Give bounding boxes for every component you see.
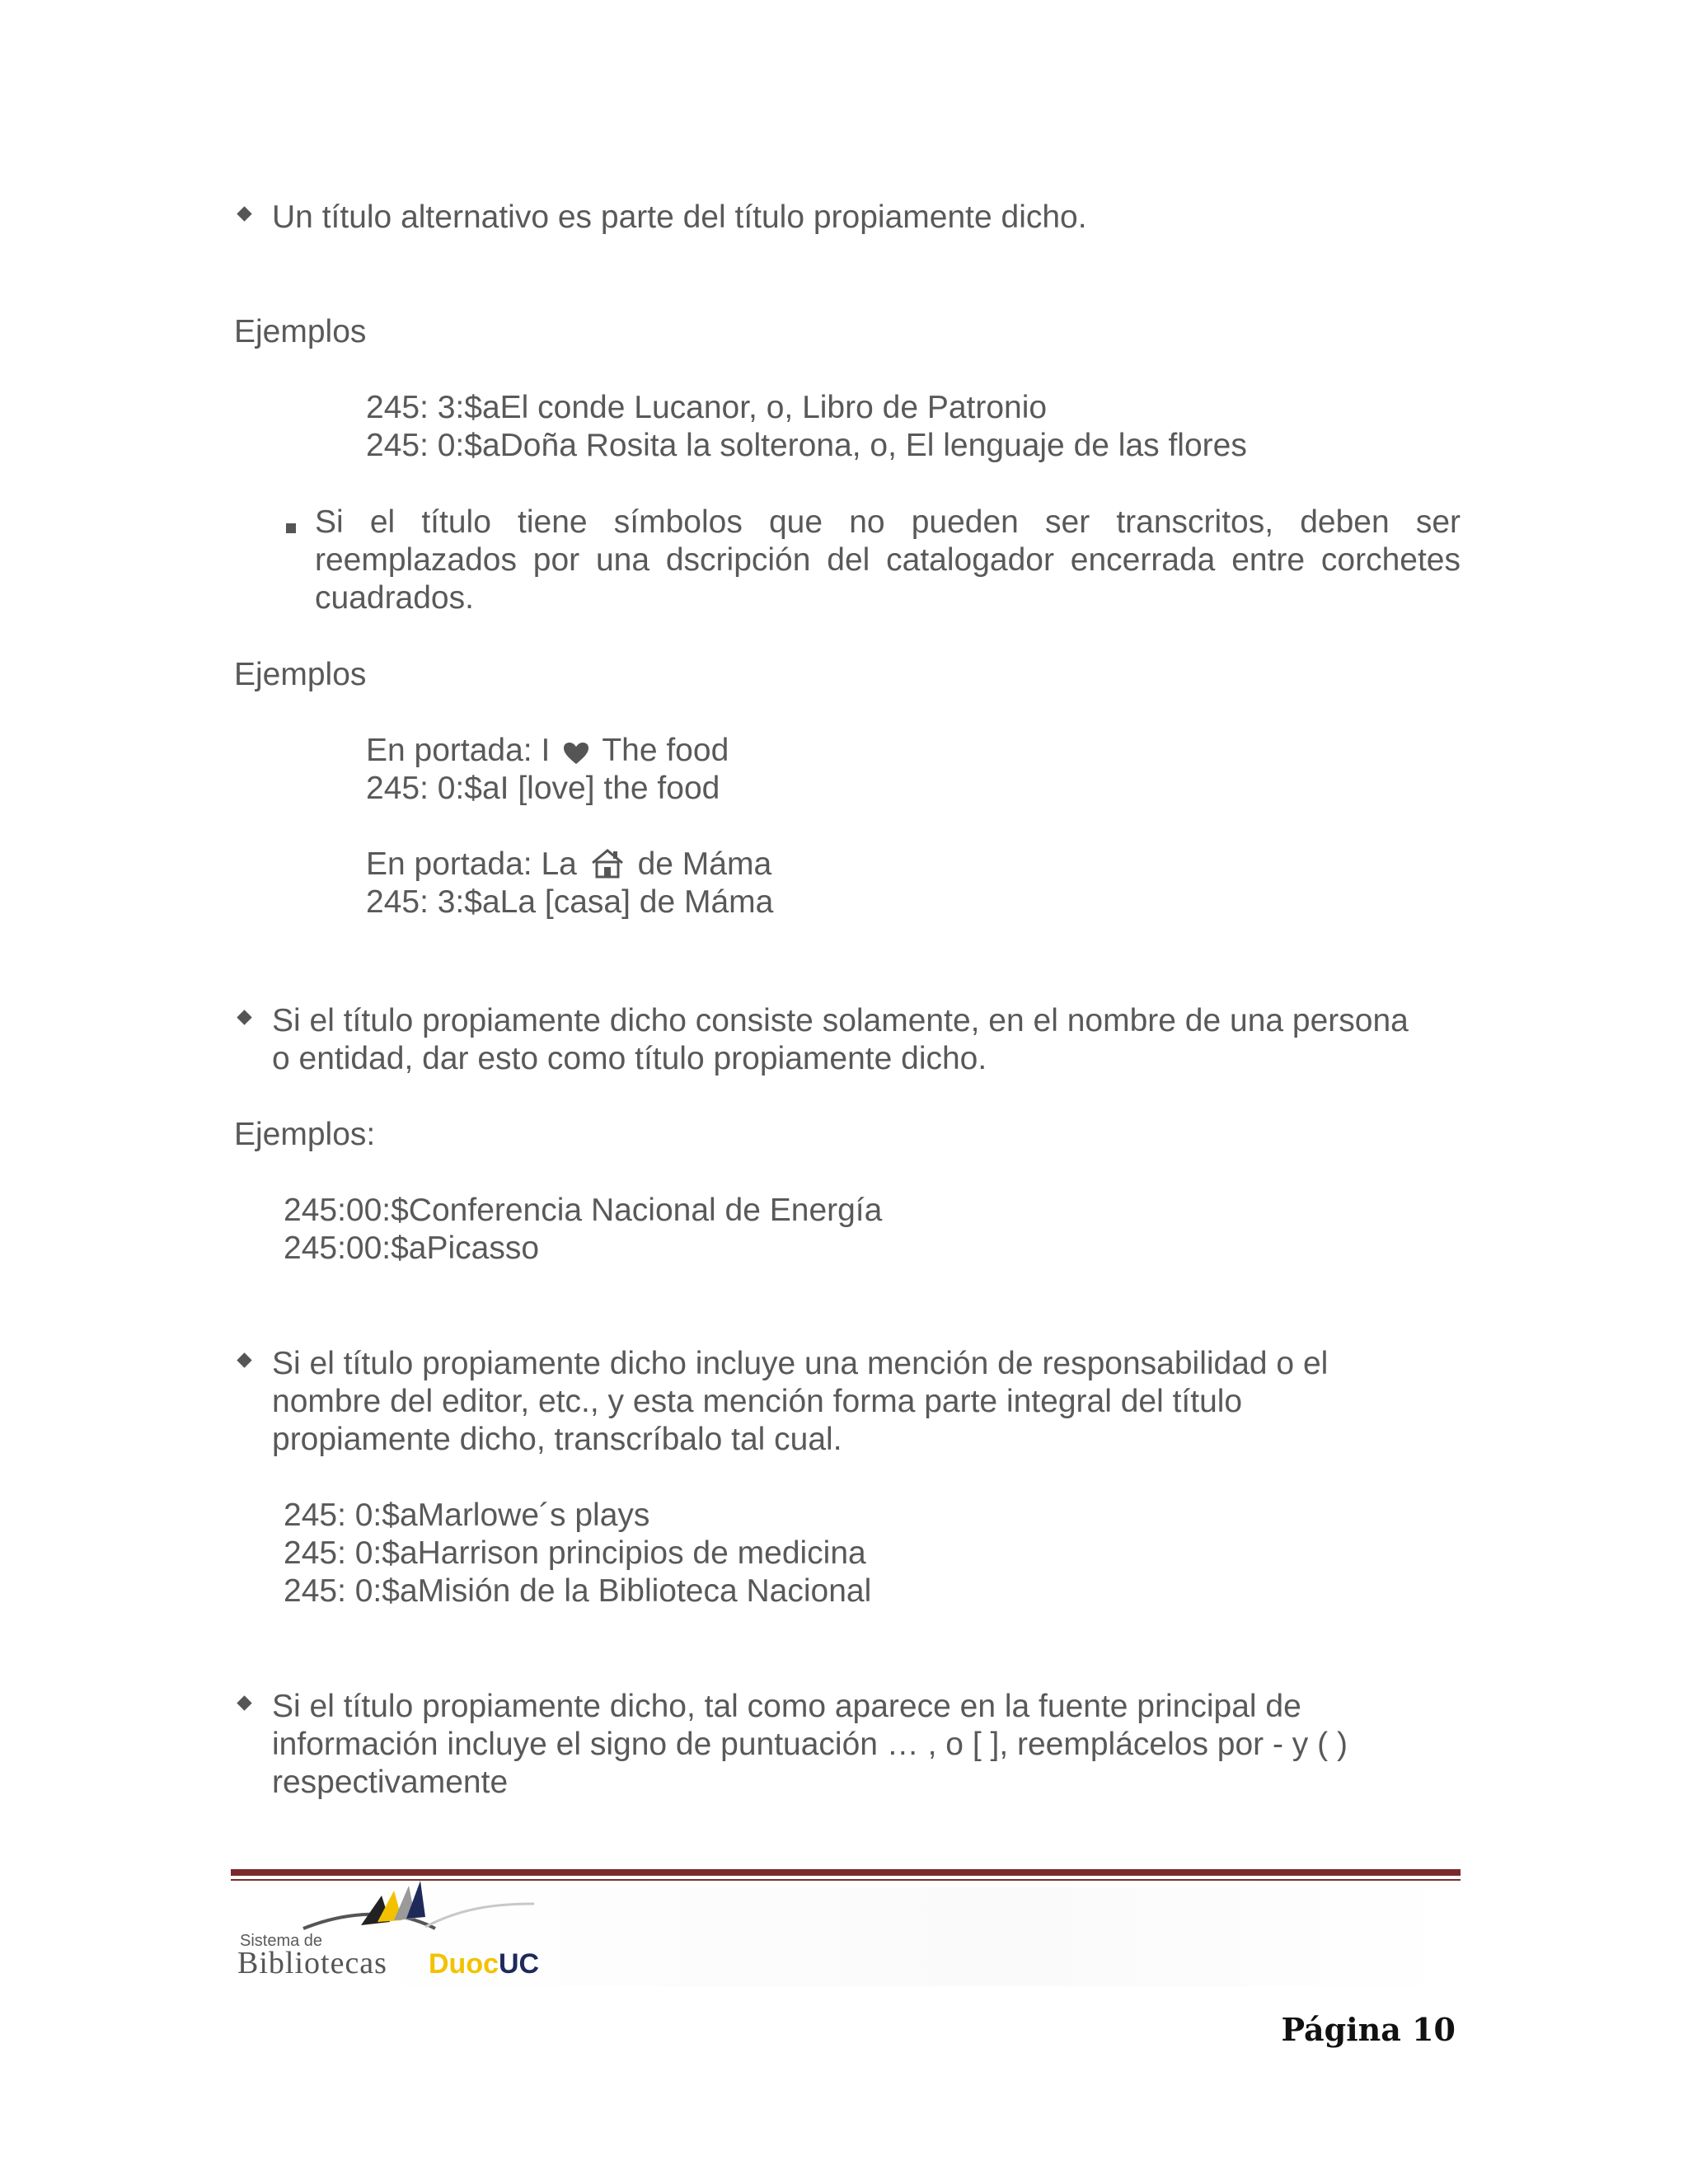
- example-2-line-1-post: The food: [602, 733, 729, 768]
- bullet-text-2-line-1: Si el título tiene símbolos que no pueden ser transcritos, deben ser: [315, 504, 1461, 540]
- house-icon: [589, 846, 626, 888]
- example-4-line-1: 245: 0:$aMarlowe´s plays: [284, 1497, 650, 1533]
- bullet-text-3-line-1: Si el título propiamente dicho consiste solamente, en el nombre de una persona: [272, 1003, 1409, 1038]
- example-1-line-1: 245: 3:$aEl conde Lucanor, o, Libro de Patronio: [366, 390, 1048, 425]
- diamond-bullet-icon: [237, 1010, 251, 1024]
- logo-uc-part: UC: [499, 1948, 540, 1980]
- bullet-text-2-line-2: reemplazados por una dscripción del catalogador encerrada entre corchetes: [315, 542, 1461, 578]
- diamond-bullet-icon: [237, 1352, 251, 1367]
- biblioteca-duocuc-logo: [237, 1879, 584, 1986]
- logo-text-duoc: [429, 1948, 539, 1980]
- example-3-line-1: 245:00:$Conferencia Nacional de Energía: [284, 1193, 883, 1228]
- example-2-line-1: [366, 732, 729, 775]
- logo-text-small: Sistema de: [240, 1932, 323, 1950]
- example-1-line-2: 245: 0:$aDoña Rosita la solterona, o, El lenguaje de las flores: [366, 428, 1247, 463]
- page-number: Página 10: [1281, 2011, 1456, 2048]
- logo-text-big: Bibliotecas: [237, 1946, 387, 1980]
- example-2-line-3-post: de Máma: [637, 846, 772, 882]
- example-4-line-2: 245: 0:$aHarrison principios de medicina: [284, 1535, 866, 1571]
- bullet-text-5-line-1: Si el título propiamente dicho, tal como aparece en la fuente principal de: [272, 1689, 1301, 1724]
- example-3-line-2: 245:00:$aPicasso: [284, 1230, 540, 1266]
- example-2-line-2: 245: 0:$aI [love] the food: [366, 771, 720, 806]
- bullet-text-5-line-3: respectivamente: [272, 1765, 509, 1800]
- footer-rule-thick: [231, 1869, 1461, 1876]
- examples-label-3: Ejemplos:: [234, 1117, 376, 1152]
- example-2-line-3-pre: En portada: La: [366, 846, 577, 882]
- bullet-text-4-line-2: nombre del editor, etc., y esta mención forma parte integral del título: [272, 1384, 1243, 1419]
- examples-label-2: Ejemplos: [234, 657, 367, 692]
- bullet-text-4-line-3: propiamente dicho, transcríbalo tal cual.: [272, 1422, 842, 1457]
- diamond-bullet-icon: [237, 206, 251, 221]
- example-2-line-1-pre: En portada: I: [366, 733, 551, 768]
- examples-label-1: Ejemplos: [234, 314, 367, 349]
- example-4-line-3: 245: 0:$aMisión de la Biblioteca Nacional: [284, 1573, 872, 1609]
- example-2-line-3: [366, 846, 771, 888]
- example-2-line-4: 245: 3:$aLa [casa] de Máma: [366, 884, 774, 920]
- square-bullet-icon: [286, 523, 296, 533]
- bullet-text-2-line-3: cuadrados.: [315, 580, 474, 616]
- bullet-text-3-line-2: o entidad, dar esto como título propiamente dicho.: [272, 1041, 987, 1076]
- bullet-text-1: Un título alternativo es parte del título propiamente dicho.: [272, 199, 1087, 235]
- bullet-text-5-line-2: información incluye el signo de puntuación … , o [ ], reemplácelos por - y ( ): [272, 1727, 1348, 1762]
- logo-duoc-part: Duoc: [429, 1948, 499, 1980]
- bullet-text-4-line-1: Si el título propiamente dicho incluye una mención de responsabilidad o el: [272, 1346, 1329, 1381]
- diamond-bullet-icon: [237, 1695, 251, 1710]
